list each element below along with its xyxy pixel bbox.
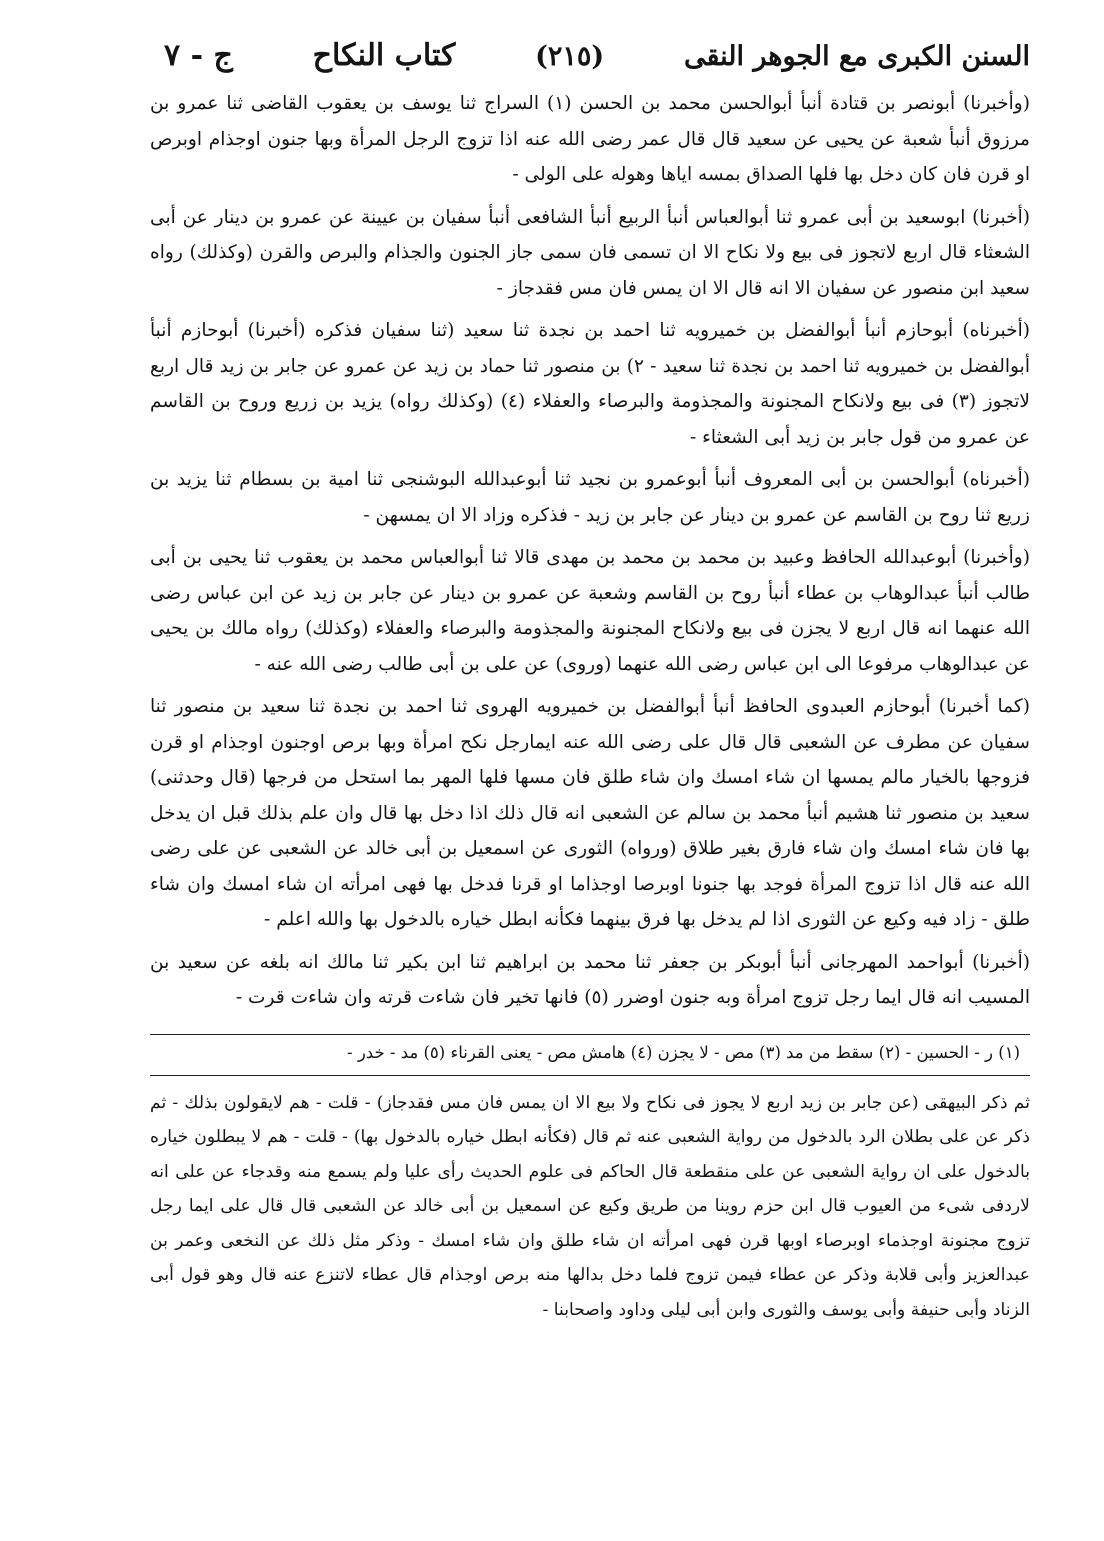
volume-number: ج - ٧: [164, 38, 233, 73]
paragraph: (وأخبرنا) أبوعبدالله الحافظ وعبيد بن محمد بن محمد بن مهدى قالا ثنا أبوالعباس محمد بن يعقوب ثنا يحيى بن أبى طالب أنبأ عبدالوهاب بن عطاء أنبأ روح بن القاسم وشعبة عن عمرو بن دينار عن جابر بن زيد عن ابن عباس رضى الله عنهما انه قال اربع لا يجزن فى بيع ولانكاح المجنونة والمجذومة والبرصاء والعفلاء (وكذلك) رواه مالك بن يحيى عن عبدالوهاب مرفوعا الى ابن عباس رضى الله عنهما (وروى) عن على بن أبى طالب رضى الله عنه -: [150, 547, 1030, 675]
paragraph: (أخبرنا) ابوسعيد بن أبى عمرو ثنا أبوالعباس أنبأ الربيع أنبأ الشافعى أنبأ سفيان بن عيينة عن عمرو بن دينار عن أبى الشعثاء قال اربع لاتجوز فى بيع ولا نكاح الا ان تسمى فان سمى جاز الجنون والجذام والبرص والقرن (وكذلك) رواه سعيد ابن منصور عن سفيان الا انه قال الا ان يمس فان مس فقدجاز -: [150, 206, 1030, 299]
paragraph: (أخبرناه) أبوحازم أنبأ أبوالفضل بن خميرويه ثنا احمد بن نجدة ثنا سعيد (ثنا سفيان فذكره (أخبرنا) أبوحازم أنبأ أبوالفضل بن خميرويه ثنا احمد بن نجدة ثنا سعيد - ٢) بن منصور ثنا حماد بن زيد عن عمرو عن جابر بن زيد قال اربع لاتجوز (٣) فى بيع ولانكاح المجنونة والمجذومة والبرصاء والعفلاء (٤) (وكذلك رواه) يزيد بن زريع وروح بن القاسم عن عمرو من قول جابر بن زيد أبى الشعثاء -: [150, 320, 1031, 448]
book-title: السنن الكبرى مع الجوهر النقى: [683, 41, 1030, 72]
paragraph: (أخبرنا) أبواحمد المهرجانى أنبأ أبوبكر بن جعفر ثنا محمد بن ابراهيم ثنا ابن بكير ثنا مالك انه بلغه عن سعيد بن المسيب انه قال ايما رجل تزوج امرأة وبه جنون اوضرر (٥) فانها تخير فان شاءت قرته وان شاءت قرت -: [150, 951, 1030, 1008]
main-text: [150, 86, 1030, 1016]
commentary-text: ثم ذكر البيهقى (عن جابر بن زيد اربع لا يجوز فى نكاح ولا بيع الا ان يمس فان مس فقدجاز) - قلت - هم لايقولون بذلك - ثم ذكر عن على بطلان الرد بالدخول من رواية الشعبى عنه ثم قال (فكأنه ابطل خياره بالدخول بها) - قلت - هم لا يبطلون خياره بالدخول على ان رواية الشعبى عن على منقطعة قال الحاكم فى علوم الحديث رأى عليا ولم يسمع منه وقدجاء عن على انه لاردفى شىء من العيوب قال ابن حزم روينا من طريق وكيع عن اسمعيل بن أبى خالد عن الشعبى قال قال على ايما رجل تزوج مجنونة اوجذماء اوبرصاء اوبها قرن فهى امرأته ان شاء طلق وان شاء امسك - وذكر مثل ذلك عن النخعى وعمر بن عبدالعزيز وأبى قلابة وذكر عن عطاء فيمن تزوج فلما دخل بدالها منه برص اوجذام قال عطاء لاتنزع عنه قال وهو قول أبى الزناد وأبى حنيفة وأبى يوسف والثورى وابن أبى ليلى وداود واصحابنا -: [150, 1092, 1030, 1320]
commentary-section: [150, 1086, 1030, 1328]
page-header: [150, 38, 1030, 86]
page-number: (٢١٥): [535, 41, 605, 72]
chapter-title: كتاب النكاح: [312, 38, 456, 73]
footnotes: (١) ر - الحسين - (٢) سقط من مد (٣) مص - لا يجزن (٤) هامش مص - يعنى القرناء (٥) مد - خدر -: [347, 1042, 1020, 1062]
page: [150, 38, 1030, 1327]
commentary-divider: [150, 1075, 1030, 1076]
paragraph: (كما أخبرنا) أبوحازم العبدوى الحافظ أنبأ أبوالفضل بن خميرويه الهروى ثنا احمد بن نجدة ثنا سعيد بن منصور ثنا سفيان عن مطرف عن الشعبى قال قال على رضى الله عنه ايمارجل نكح امرأة وبها برص اوجنون اوجذام او قرن فزوجها بالخيار مالم يمسها ان شاء امسك وان شاء طلق فان مسها فلها المهر بما استحل من فرجها (قال وحدثنى) سعيد بن منصور ثنا هشيم أنبأ محمد بن سالم عن الشعبى انه قال ذلك اذا دخل بها قال وان علم بذلك قبل ان يدخل بها فان شاء امسك وان شاء فارق بغير طلاق (ورواه) الثورى عن اسمعيل بن أبى خالد عن الشعبى عن على رضى الله عنه قال اذا تزوج المرأة فوجد بها جنونا اوبرصا اوجذاما او قرنا فدخل بها فهى امرأته ان شاء امسك وان شاء طلق - زاد فيه وكيع عن الثورى اذا لم يدخل بها فرق بينهما فكأنه ابطل خياره بالدخول بها والله اعلم -: [150, 696, 1030, 930]
paragraph: (وأخبرنا) أبونصر بن قتادة أنبأ أبوالحسن محمد بن الحسن (١) السراج ثنا يوسف بن يعقوب القاضى ثنا عمرو بن مرزوق أنبأ شعبة عن يحيى عن سعيد قال قال عمر رضى الله عنه اذا تزوج الرجل المرأة وبها جنون اوجذام اوبرص او قرن فان كان دخل بها فلها الصداق بمسه اياها وهوله على الولى -: [150, 93, 1030, 185]
paragraph: (أخبرناه) أبوالحسن بن أبى المعروف أنبأ أبوعمرو بن نجيد ثنا أبوعبدالله البوشنجى ثنا امية بن بسطام ثنا يزيد بن زريع ثنا روح بن القاسم عن عمرو بن دينار عن جابر بن زيد - فذكره وزاد الا ان يمسهن -: [150, 469, 1030, 526]
